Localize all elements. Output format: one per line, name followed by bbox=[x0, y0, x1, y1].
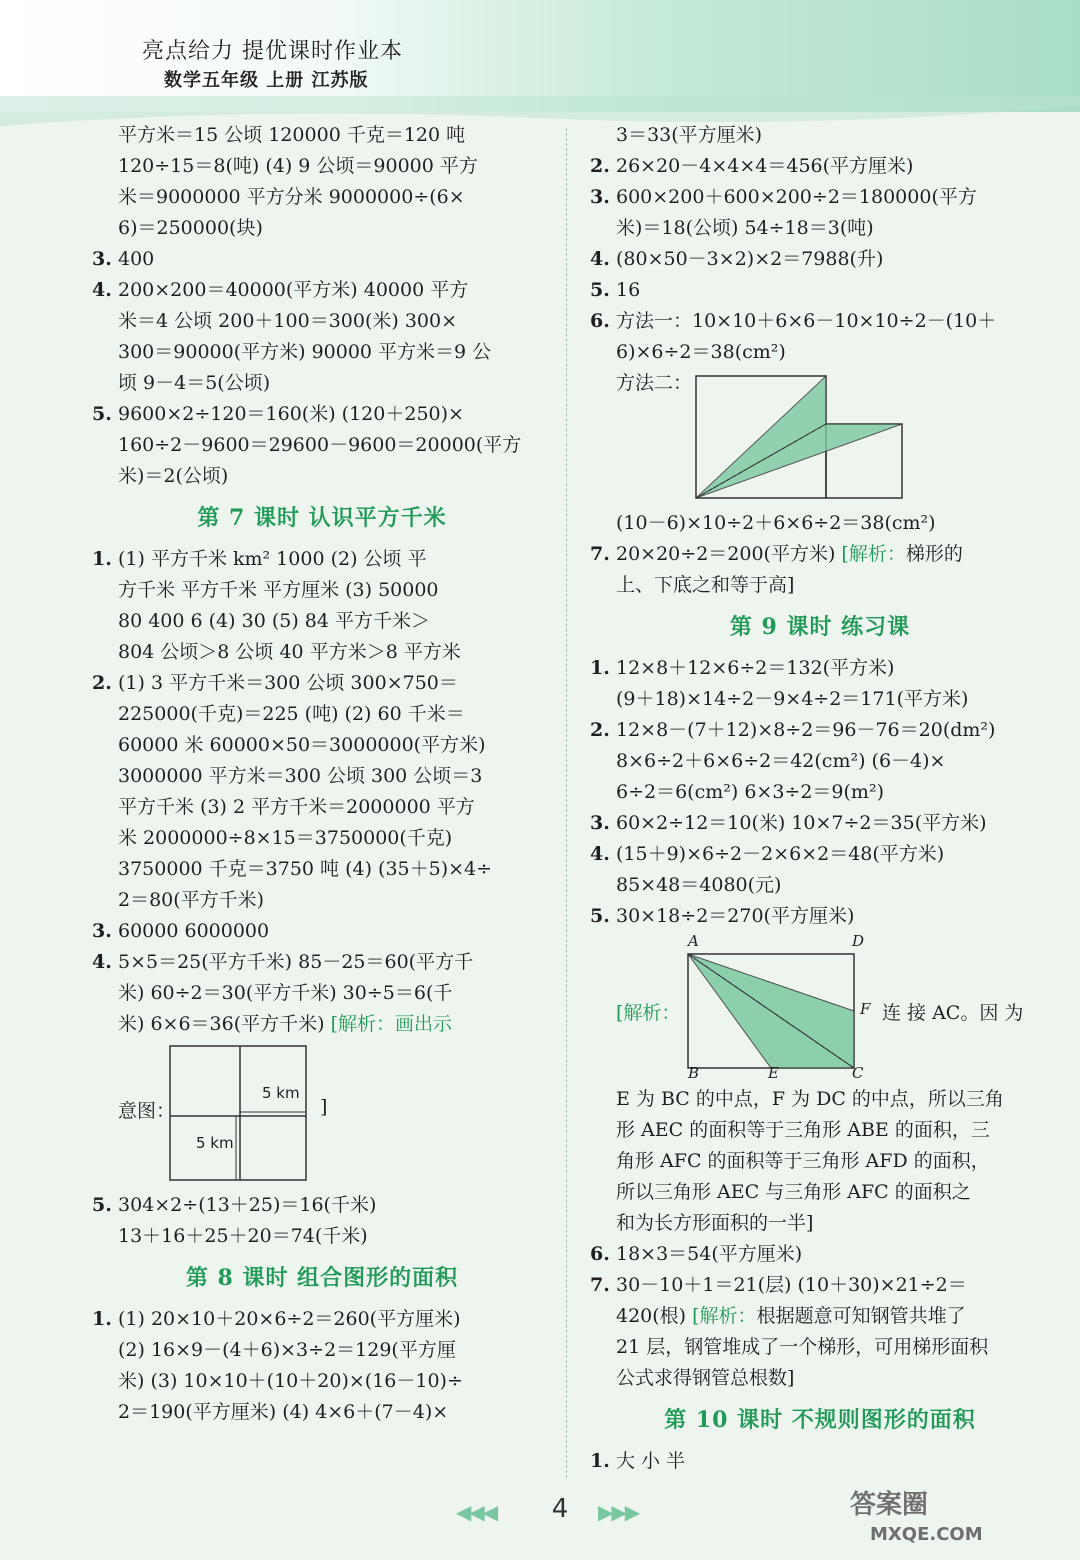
answer-line: 6)＝250000(块) bbox=[118, 217, 263, 239]
answer-line: 2＝190(平方厘米) (4) 4×6＋(7－4)× bbox=[118, 1401, 449, 1423]
question-1: 1. 大 小 半 bbox=[590, 1450, 686, 1472]
method-two-label: 方法二： bbox=[616, 372, 693, 394]
answer-line: 所以三角形 AEC 与三角形 AFC 的面积之 bbox=[616, 1181, 971, 1203]
question-5: 5. 30×18÷2＝270(平方厘米) bbox=[590, 905, 855, 927]
answer-line: 2＝80(平方千米) bbox=[118, 889, 265, 911]
answer-line: 方千米 平方千米 平方厘米 (3) 50000 bbox=[118, 579, 439, 601]
answer-line: 米)＝18(公顷) 54÷18＝3(吨) bbox=[616, 217, 874, 239]
answer-line: 8×6÷2＋6×6÷2＝42(cm²) (6－4)× bbox=[616, 750, 946, 772]
answer-line: 160÷2－9600＝29600－9600＝20000(平方 bbox=[118, 434, 522, 456]
question-4: 4. 5×5＝25(平方千米) 85－25＝60(平方千 bbox=[92, 951, 474, 973]
answer-line: 平方米＝15 公顷 120000 千克＝120 吨 bbox=[118, 124, 466, 146]
section-title-lesson-9: 第 9 课时 练习课 bbox=[729, 614, 911, 640]
analysis-label: [解析：画出示 bbox=[330, 1013, 453, 1035]
answer-line: 3＝33(平方厘米) bbox=[616, 124, 763, 146]
answer-line: 120÷15＝8(吨) (4) 9 公顷＝90000 平方 bbox=[118, 155, 478, 177]
point-label-c: C bbox=[852, 1064, 864, 1082]
answer-line: 和为长方形面积的一半] bbox=[616, 1212, 814, 1234]
point-label-e: E bbox=[768, 1064, 779, 1082]
answer-line: 6)×6÷2＝38(cm²) bbox=[616, 341, 786, 363]
method-two-figure bbox=[590, 368, 1050, 508]
question-6: 6. 方法一：10×10＋6×6－10×10÷2－(10＋ bbox=[590, 310, 997, 332]
section-title-lesson-7: 第 7 课时 认识平方千米 bbox=[197, 505, 447, 531]
answer-line: 米) 6×6＝36(平方千米) [解析：画出示 bbox=[118, 1013, 453, 1035]
answer-line: 米 2000000÷8×15＝3750000(千克) bbox=[118, 827, 453, 849]
answer-line: 3000000 平方米＝300 公顷 300 公顷＝3 bbox=[118, 765, 483, 787]
analysis-label: [解析： bbox=[692, 1305, 757, 1327]
point-label-f: F bbox=[860, 1000, 871, 1018]
question-4: 4. (15＋9)×6÷2－2×6×2＝48(平方米) bbox=[590, 843, 945, 865]
answer-line: 420(根) [解析：根据题意可知钢管共堆了 bbox=[616, 1305, 966, 1327]
question-3: 3. 400 bbox=[92, 248, 155, 270]
column-divider bbox=[566, 128, 567, 1478]
answer-line: 3750000 千克＝3750 吨 (4) (35＋5)×4÷ bbox=[118, 858, 493, 880]
figure-label: 意图： bbox=[118, 1100, 176, 1122]
left-column bbox=[92, 120, 552, 1428]
answer-line: 顷 9－4＝5(公顷) bbox=[118, 372, 271, 394]
bracket-close: ] bbox=[320, 1096, 328, 1118]
question-4: 4. 200×200＝40000(平方米) 40000 平方 bbox=[92, 279, 469, 301]
question-2: 2. 12×8－(7＋12)×8÷2＝96－76＝20(dm²) bbox=[590, 719, 996, 741]
answer-line: 米＝4 公顷 200＋100＝300(米) 300× bbox=[118, 310, 458, 332]
answer-line: 60000 米 60000×50＝3000000(平方米) bbox=[118, 734, 486, 756]
km-square-figure bbox=[168, 1044, 318, 1184]
question-5: 5. 16 bbox=[590, 279, 641, 301]
prev-arrows-icon: ◀◀◀ bbox=[456, 1500, 497, 1524]
question-3: 3. 600×200＋600×200÷2＝180000(平方 bbox=[590, 186, 977, 208]
watermark-url: MXQE.COM bbox=[870, 1524, 983, 1545]
question-1: 1. (1) 20×10＋20×6÷2＝260(平方厘米) bbox=[92, 1308, 461, 1330]
answer-line: (2) 16×9－(4＋6)×3÷2＝129(平方厘 bbox=[118, 1339, 456, 1361]
answer-line: 米) (3) 10×10＋(10＋20)×(16－10)÷ bbox=[118, 1370, 463, 1392]
question-3: 3. 60×2÷12＝10(米) 10×7÷2＝35(平方米) bbox=[590, 812, 987, 834]
point-label-a: A bbox=[688, 932, 699, 950]
answer-line: 225000(千克)＝225 (吨) (2) 60 千米＝ bbox=[118, 703, 465, 725]
analysis-label: [解析： bbox=[841, 543, 906, 565]
question-2: 2. (1) 3 平方千米＝300 公顷 300×750＝ bbox=[92, 672, 458, 694]
watermark-logo: 答案圈 bbox=[850, 1490, 929, 1520]
question-2: 2. 26×20－4×4×4＝456(平方厘米) bbox=[590, 155, 914, 177]
analysis-label: [解析： bbox=[616, 1002, 681, 1024]
answer-line: 上、下底之和等于高] bbox=[616, 574, 795, 596]
question-6: 6. 18×3＝54(平方厘米) bbox=[590, 1243, 803, 1265]
book-subtitle: 数学五年级 上册 江苏版 bbox=[164, 70, 369, 91]
answer-line: 300＝90000(平方米) 90000 平方米＝9 公 bbox=[118, 341, 492, 363]
point-label-d: D bbox=[852, 932, 865, 950]
answer-line: 21 层，钢管堆成了一个梯形，可用梯形面积 bbox=[616, 1336, 989, 1358]
question-1: 1. 12×8＋12×6÷2＝132(平方米) bbox=[590, 657, 895, 679]
page-number: 4 bbox=[551, 1494, 569, 1524]
right-column bbox=[590, 120, 1050, 1477]
question-7: 7. 20×20÷2＝200(平方米) [解析：梯形的 bbox=[590, 543, 963, 565]
question-3: 3. 60000 6000000 bbox=[92, 920, 270, 942]
section-title-lesson-10: 第 10 课时 不规则图形的面积 bbox=[664, 1407, 976, 1433]
answer-line: (9＋18)×14÷2－9×4÷2＝171(平方米) bbox=[616, 688, 969, 710]
question-5: 5. 304×2÷(13＋25)＝16(千米) bbox=[92, 1194, 377, 1216]
point-label-b: B bbox=[688, 1064, 700, 1082]
question-5: 5. 9600×2÷120＝160(米) (120＋250)× bbox=[92, 403, 464, 425]
answer-line: 米) 60÷2＝30(平方千米) 30÷5＝6(千 bbox=[118, 982, 453, 1004]
question-7: 7. 30－10＋1＝21(层) (10＋30)×21÷2＝ bbox=[590, 1274, 967, 1296]
answer-line: 角形 AFC 的面积等于三角形 AFD 的面积， bbox=[616, 1150, 990, 1172]
square-diagram bbox=[92, 1040, 552, 1190]
answer-line: 连 接 AC。因 为 bbox=[882, 1002, 1024, 1024]
answer-line: 6÷2＝6(cm²) 6×3÷2＝9(m²) bbox=[616, 781, 884, 803]
answer-line: 米＝9000000 平方分米 9000000÷(6× bbox=[118, 186, 465, 208]
book-title: 亮点给力 提优课时作业本 bbox=[142, 39, 403, 64]
next-arrows-icon: ▶▶▶ bbox=[598, 1500, 639, 1524]
km-top-label: 5 km bbox=[262, 1084, 300, 1102]
answer-line: 85×48＝4080(元) bbox=[616, 874, 782, 896]
answer-line: 13＋16＋25＋20＝74(千米) bbox=[118, 1225, 368, 1247]
km-left-label: 5 km bbox=[196, 1134, 234, 1152]
answer-line: 平方千米 (3) 2 平方千米＝2000000 平方 bbox=[118, 796, 475, 818]
answer-line: 米)＝2(公顷) bbox=[118, 465, 229, 487]
rectangle-abcd-figure bbox=[590, 932, 1050, 1084]
question-1: 1. (1) 平方千米 km² 1000 (2) 公顷 平 bbox=[92, 548, 427, 570]
rectangle-diagram bbox=[686, 952, 858, 1072]
overlapping-squares bbox=[694, 374, 914, 504]
answer-line: (10－6)×10÷2＋6×6÷2＝38(cm²) bbox=[616, 512, 936, 534]
question-4: 4. (80×50－3×2)×2＝7988(升) bbox=[590, 248, 884, 270]
answer-line: 80 400 6 (4) 30 (5) 84 平方千米＞ bbox=[118, 610, 430, 632]
answer-line: 形 AEC 的面积等于三角形 ABE 的面积，三 bbox=[616, 1119, 990, 1141]
answer-line: E 为 BC 的中点，F 为 DC 的中点，所以三角 bbox=[616, 1088, 1004, 1110]
answer-line: 804 公顷＞8 公顷 40 平方米＞8 平方米 bbox=[118, 641, 461, 663]
answer-line: 公式求得钢管总根数] bbox=[616, 1367, 795, 1389]
section-title-lesson-8: 第 8 课时 组合图形的面积 bbox=[185, 1265, 459, 1291]
